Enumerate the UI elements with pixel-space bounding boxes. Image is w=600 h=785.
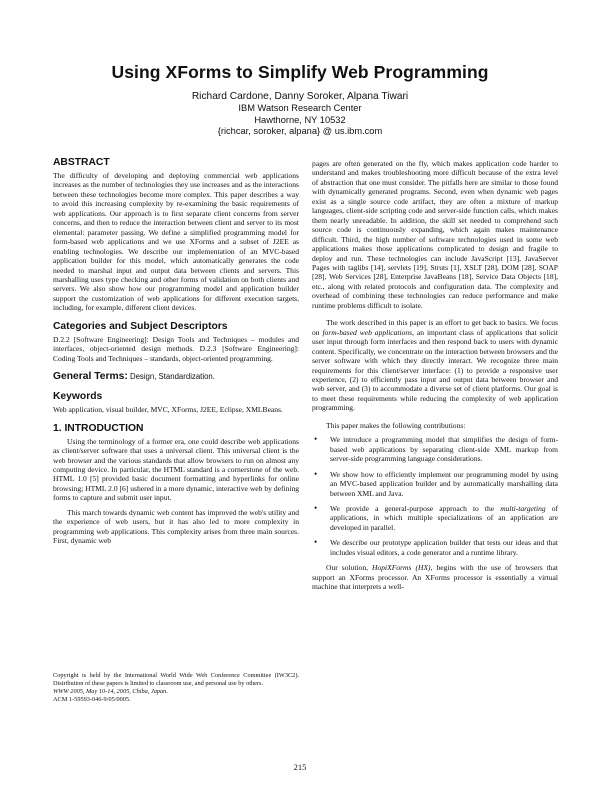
copyright-line-1: Copyright is held by the International World Wide Web Conference Committee (IW3C2). Distribution of these papers is limited to classroom use, and personal use by others. (53, 672, 299, 687)
introduction-paragraph-2: This march towards dynamic web content has improved the web's utility and the experience of web users, but it has also led to more complexity in programming web applications. This complexity arises from three main sources. First, dynamic web (53, 507, 299, 546)
right-paragraph-2: The work described in this paper is an effort to get back to basics. We focus on form-based web applications, an important class of applications that solicit user input through form interfaces and then respond back to users with dynamic content. Specifically, we concentrate on the interaction between browsers and the server software with which they directly interact. We recognize three main requirements for this client/server interface: (1) to provide a responsive user experience, (2) to efficiently pass input and output data between browser and web server, and (3) to accommodate a diverse set of client platforms. Our goal is to meet these requirements while reducing the complexity of web application programming. (312, 318, 559, 413)
general-terms-text: Design, Standardization. (129, 372, 215, 382)
introduction-paragraph-1: Using the terminology of a former era, one could describe web applications as client/server software that uses a universal client. This universal client is the web browser and the various standards that allow browsers to run on almost any computing device. In particular, the HTML standard is a cornerstone of the web. HTML 1.0 [5] provided basic document formatting and hyperlinks for online browsing; HTML 2.0 [6] ushered in a more dynamic, interactive web by defining forms to capture and submit user input. (53, 436, 299, 503)
right-paragraph-1: pages are often generated on the fly, which makes application code harder to understand and makes troubleshooting more difficult because of the extra level of abstraction that one must consider. The pitfalls here are similar to those found with dynamically generated programs. Second, even when dynamic web pages exist as a single source code artifact, they are often a mixture of markup languages, client-side scripting code and server-side function calls, which makes them nearly unreadable. In addition, the skill set needed to comprehend such source code is continuously expanding, which again makes maintenance difficult. Third, the high number of software technologies used in some web applications makes those applications complicated to design and fragile to deploy and run. These technologies can include JavaScript [13], JavaServer Pages with taglibs [14], servlets [19], Struts [1], XSLT [28], DOM [28], SOAP [28], Web Services [28], Enterprise JavaBeans [18], Service Data Objects [18], etc., along with related protocols and configuration data. The complexity and overhead of combining these technologies can reduce performance and make runtime problems difficult to isolate. (312, 159, 558, 310)
right-paragraph-4: Our solution, HopiXForms (HX), begins with the use of browsers that support an XForms processor. An XForms processor is essentially a virtual machine that interprets a well- (312, 563, 558, 592)
location: Hawthorne, NY 10532 (254, 114, 346, 125)
abstract-heading: ABSTRACT (53, 157, 110, 168)
abstract-text: The difficulty of developing and deploying commercial web applications increases as the number of technologies they use increases and as the interactions between these technologies become more complex. This paper describes a way to avoid this increasing complexity by re-examining the basic requirements of web applications. Our approach is to first separate client concerns from server concerns, and then to reduce the interaction between client and server to its most elemental: parameter passing. We define a simplified programming model for form-based web applications and we use XForms and a subset of J2EE as enabling technologies. We describe our implementation of an MVC-based application builder for this model, which automatically generates the code needed to marshal input and output data between clients and servers. This marshalling uses type checking and other forms of validation on both clients and servers. We also show how our programming model and application builder support the customization of web applications for different execution targets, including, for example, different client devices. (53, 171, 299, 313)
copyright-notice (53, 672, 299, 704)
list-item: • We provide a general-purpose approach to the multi-targeting of applications, in which multiple specializations of an application are developed in parallel. (312, 504, 558, 532)
paper-title: Using XForms to Simplify Web Programming (111, 62, 489, 82)
list-item: • We show how to efficiently implement our programming model by using an MVC-based application builder and by automatically marshalling data between XML and Java. (312, 470, 558, 498)
list-item: • We describe our prototype application builder that tests our ideas and that includes visual editors, a code generator and a runtime library. (312, 538, 558, 557)
keywords-heading: Keywords (53, 391, 103, 403)
author-names: Richard Cardone, Danny Soroker, Alpana Tiwari (191, 91, 409, 102)
contributions-list (312, 435, 558, 557)
affiliation: IBM Watson Research Center (238, 103, 362, 113)
categories-heading: Categories and Subject Descriptors (53, 320, 228, 332)
author-email: {richcar, soroker, alpana} @ us.ibm.com (217, 126, 383, 137)
categories-text: D.2.2 [Software Engineering]: Design Tools and Techniques – modules and interfaces, object-oriented design methods. D.2.3 [Software Engineering]: Coding Tools and Techniques – standards, object-oriented programming. (53, 334, 299, 363)
left-column (53, 157, 299, 546)
author-block (0, 90, 600, 138)
contributions-intro: This paper makes the following contributions: (326, 420, 466, 430)
list-item: • We introduce a programming model that simplifies the design of form-based web applications by separating client-side XML markup from server-side programming language considerations. (312, 435, 558, 463)
page-number: 215 (293, 762, 307, 772)
keywords-text: Web application, visual builder, MVC, XForms, J2EE, Eclipse, XMLBeans. (53, 405, 283, 415)
right-column (312, 159, 558, 592)
introduction-heading: 1. INTRODUCTION (53, 422, 144, 434)
general-terms (53, 371, 299, 383)
copyright-line-2: WWW 2005, May 10-14, 2005, Chiba, Japan. (53, 687, 168, 695)
copyright-line-3: ACM 1-59593-046-9/05/0005. (53, 695, 131, 703)
general-terms-heading: General Terms: (53, 371, 128, 383)
